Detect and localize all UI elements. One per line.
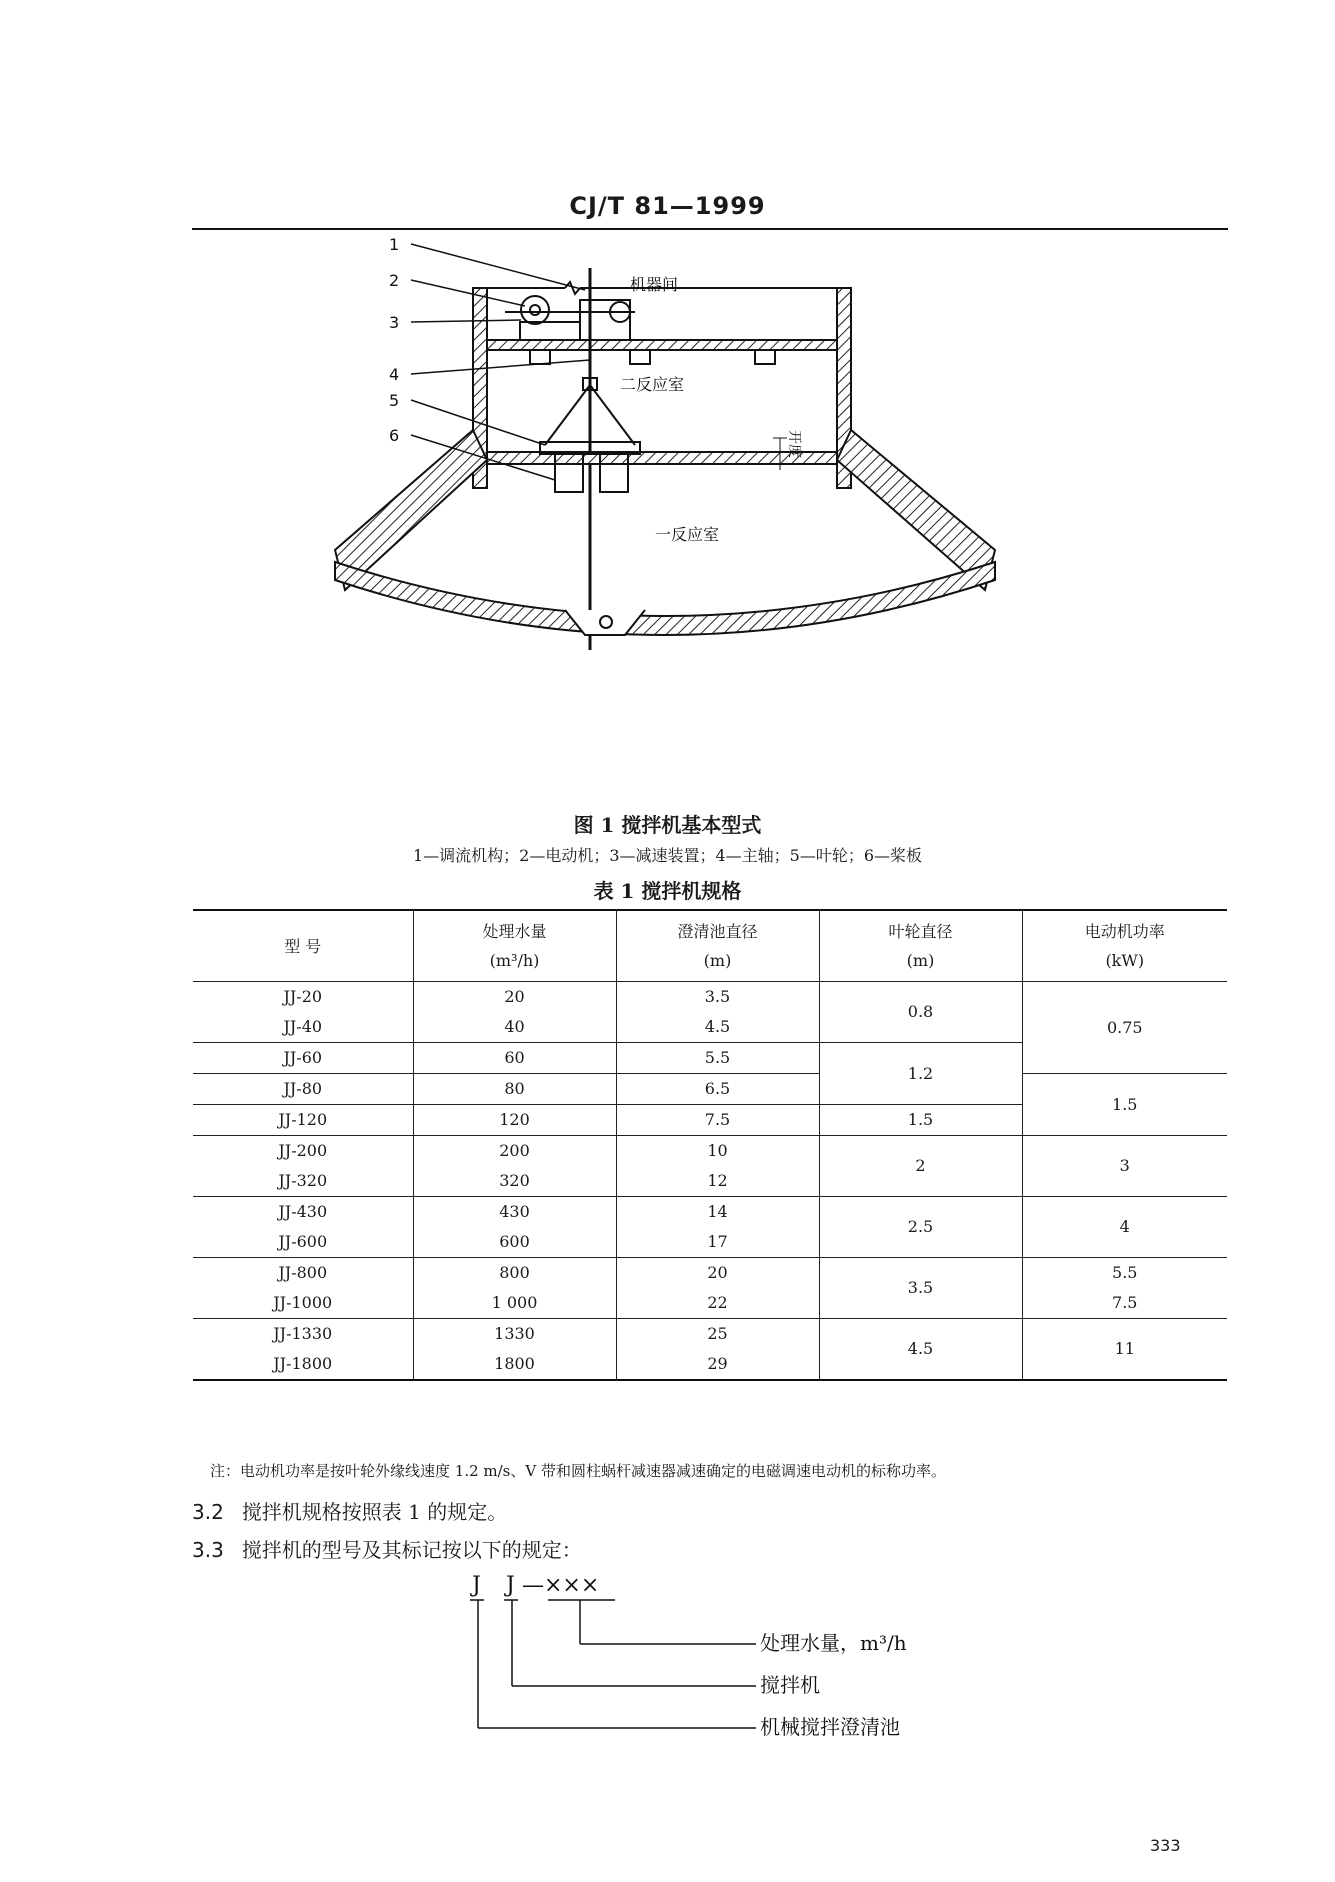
marking-code-j2: J [506, 1573, 515, 1598]
cell-power: 3 [1022, 1136, 1227, 1197]
header-diameter: 澄清池直径 (m) [616, 910, 819, 982]
header-rule [192, 228, 1228, 230]
callout-5: 5 [389, 391, 400, 410]
callout-2: 2 [389, 271, 400, 290]
cell-model: JJ-1000 [193, 1288, 413, 1319]
marking-label-flow: 处理水量，m³/h [760, 1631, 907, 1655]
cell-flow: 1330 [413, 1319, 616, 1350]
page-number: 333 [1150, 1836, 1181, 1855]
cell-model: JJ-1800 [193, 1349, 413, 1380]
cell-power: 7.5 [1022, 1288, 1227, 1319]
cell-diameter: 14 [616, 1197, 819, 1228]
cell-power: 0.75 [1022, 982, 1227, 1074]
bottom-arch [335, 562, 995, 635]
cell-diameter: 3.5 [616, 982, 819, 1013]
marking-label-tank: 机械搅拌澄清池 [760, 1715, 900, 1739]
cell-diameter: 22 [616, 1288, 819, 1319]
cell-power: 4 [1022, 1197, 1227, 1258]
section-number: 3.3 [192, 1538, 224, 1562]
marking-code-j1: J [472, 1573, 481, 1598]
table-header-row [193, 910, 1227, 982]
table-row [193, 1074, 1227, 1105]
cell-model: JJ-1330 [193, 1319, 413, 1350]
cell-diameter: 29 [616, 1349, 819, 1380]
cell-power: 11 [1022, 1319, 1227, 1381]
cell-model: JJ-800 [193, 1258, 413, 1289]
section-number: 3.2 [192, 1500, 224, 1524]
cell-model: JJ-200 [193, 1136, 413, 1167]
header-model: 型 号 [193, 910, 413, 982]
cell-model: JJ-40 [193, 1012, 413, 1043]
cell-impeller: 1.5 [819, 1105, 1022, 1136]
cell-flow: 20 [413, 982, 616, 1013]
cell-diameter: 6.5 [616, 1074, 819, 1105]
callout-3: 3 [389, 313, 400, 332]
cell-impeller: 3.5 [819, 1258, 1022, 1319]
cell-impeller: 2.5 [819, 1197, 1022, 1258]
section-3-2 [192, 1496, 507, 1525]
table-caption: 表 1 搅拌机规格 [593, 879, 742, 903]
cell-model: JJ-600 [193, 1227, 413, 1258]
cell-model: JJ-20 [193, 982, 413, 1013]
header-impeller: 叶轮直径 (m) [819, 910, 1022, 982]
header-power: 电动机功率 (kW) [1022, 910, 1227, 982]
cell-diameter: 20 [616, 1258, 819, 1289]
cell-diameter: 10 [616, 1136, 819, 1167]
cell-flow: 600 [413, 1227, 616, 1258]
cell-flow: 40 [413, 1012, 616, 1043]
motor-drawing [521, 296, 549, 324]
table-row [193, 1197, 1227, 1228]
cell-model: JJ-430 [193, 1197, 413, 1228]
section-3-3 [192, 1534, 582, 1563]
cell-model: JJ-60 [193, 1043, 413, 1074]
cell-flow: 200 [413, 1136, 616, 1167]
cell-flow: 80 [413, 1074, 616, 1105]
label-second-reaction: 二反应室 [620, 375, 685, 394]
cell-impeller: 4.5 [819, 1319, 1022, 1381]
cell-model: JJ-120 [193, 1105, 413, 1136]
figure-caption: 图 1 搅拌机基本型式 [573, 813, 762, 837]
table-row [193, 982, 1227, 1013]
cell-power: 1.5 [1022, 1074, 1227, 1136]
floor-slab [487, 340, 837, 350]
cell-diameter: 12 [616, 1166, 819, 1197]
model-marking-diagram [470, 1570, 1030, 1770]
table-row [193, 1258, 1227, 1289]
right-slope-wall [837, 430, 995, 590]
section-text: 搅拌机的型号及其标记按以下的规定： [241, 1538, 582, 1562]
cell-flow: 1 000 [413, 1288, 616, 1319]
cell-impeller: 1.2 [819, 1043, 1022, 1105]
standard-code: CJ/T 81—1999 [569, 192, 766, 220]
label-opening: 开度 [786, 430, 802, 458]
callout-6: 6 [389, 426, 400, 445]
marking-code-rest: —××× [522, 1573, 600, 1598]
cell-power: 5.5 [1022, 1258, 1227, 1289]
mixer-diagram [385, 235, 1045, 805]
cell-model: JJ-320 [193, 1166, 413, 1197]
cell-flow: 120 [413, 1105, 616, 1136]
cell-impeller: 0.8 [819, 982, 1022, 1043]
callout-1: 1 [389, 235, 400, 254]
cell-diameter: 17 [616, 1227, 819, 1258]
label-first-reaction: 一反应室 [655, 525, 720, 544]
cell-impeller: 2 [819, 1136, 1022, 1197]
cell-diameter: 7.5 [616, 1105, 819, 1136]
marking-label-mixer: 搅拌机 [760, 1673, 820, 1697]
left-slope-wall [335, 430, 487, 590]
figure-legend: 1—调流机构；2—电动机；3—减速装置；4—主轴；5—叶轮；6—桨板 [412, 846, 923, 865]
section-text: 搅拌机规格按照表 1 的规定。 [241, 1500, 508, 1524]
cell-flow: 1800 [413, 1349, 616, 1380]
table-row [193, 1319, 1227, 1350]
label-machine-room: 机器间 [630, 275, 679, 294]
cell-flow: 60 [413, 1043, 616, 1074]
cell-model: JJ-80 [193, 1074, 413, 1105]
cell-flow: 320 [413, 1166, 616, 1197]
cell-diameter: 5.5 [616, 1043, 819, 1074]
cell-flow: 430 [413, 1197, 616, 1228]
header-flow: 处理水量 (m³/h) [413, 910, 616, 982]
table-note: 注：电动机功率是按叶轮外缘线速度 1.2 m/s、V 带和圆柱蜗杆减速器减速确定的电磁调速电动机的标称功率。 [210, 1462, 946, 1480]
table-row [193, 1288, 1227, 1319]
callout-4: 4 [389, 365, 400, 384]
spec-table [193, 909, 1227, 1381]
cell-flow: 800 [413, 1258, 616, 1289]
cell-diameter: 25 [616, 1319, 819, 1350]
cell-diameter: 4.5 [616, 1012, 819, 1043]
table-row [193, 1136, 1227, 1167]
